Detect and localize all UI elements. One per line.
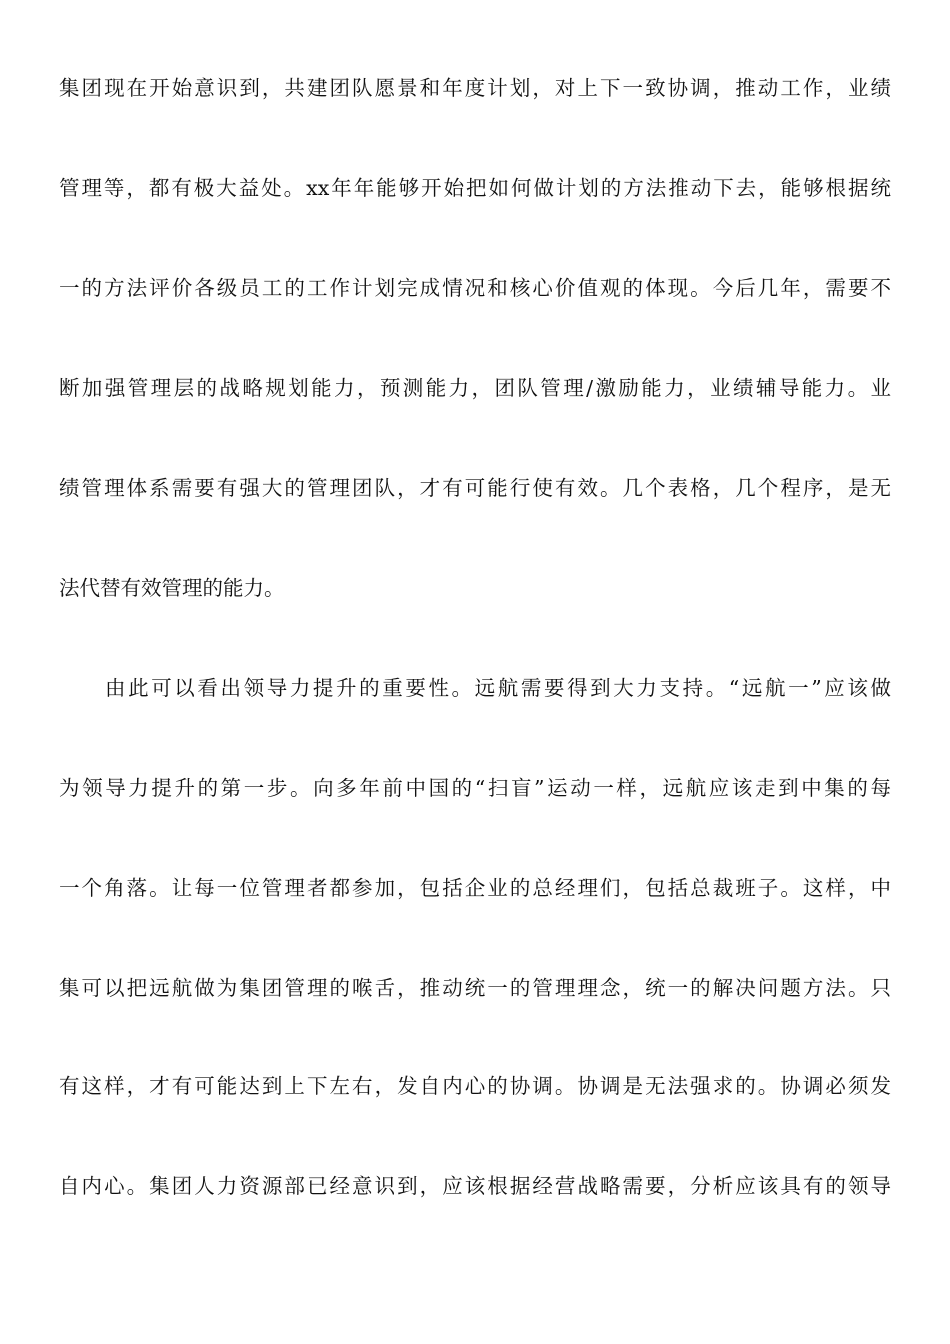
paragraph-line: 一个角落。让每一位管理者都参加，包括企业的总经理们，包括总裁班子。这样，中 [59,876,891,900]
paragraph-line: 自内心。集团人力资源部已经意识到，应该根据经营战略需要，分析应该具有的领导 [59,1174,891,1198]
paragraph-line: 集可以把远航做为集团管理的喉舌，推动统一的管理理念，统一的解决问题方法。只 [59,976,891,1000]
paragraph-line: 有这样，才有可能达到上下左右，发自内心的协调。协调是无法强求的。协调必须发 [59,1074,891,1098]
paragraph-line: 集团现在开始意识到，共建团队愿景和年度计划，对上下一致协调，推动工作，业绩 [59,76,891,100]
paragraph-line: 法代替有效管理的能力。 [59,576,285,600]
paragraph-line: 一的方法评价各级员工的工作计划完成情况和核心价值观的体现。今后几年，需要不 [59,276,891,300]
paragraph-line: 管理等，都有极大益处。xx年年能够开始把如何做计划的方法推动下去，能够根据统 [59,176,891,200]
paragraph-line: 绩管理体系需要有强大的管理团队，才有可能行使有效。几个表格，几个程序，是无 [59,476,891,500]
paragraph-line: 为领导力提升的第一步。向多年前中国的“扫盲”运动一样，远航应该走到中集的每 [59,776,891,800]
paragraph-line: 断加强管理层的战略规划能力，预测能力，团队管理/激励能力，业绩辅导能力。业 [59,376,891,400]
paragraph-line: 由此可以看出领导力提升的重要性。远航需要得到大力支持。“远航一”应该做 [105,676,891,700]
